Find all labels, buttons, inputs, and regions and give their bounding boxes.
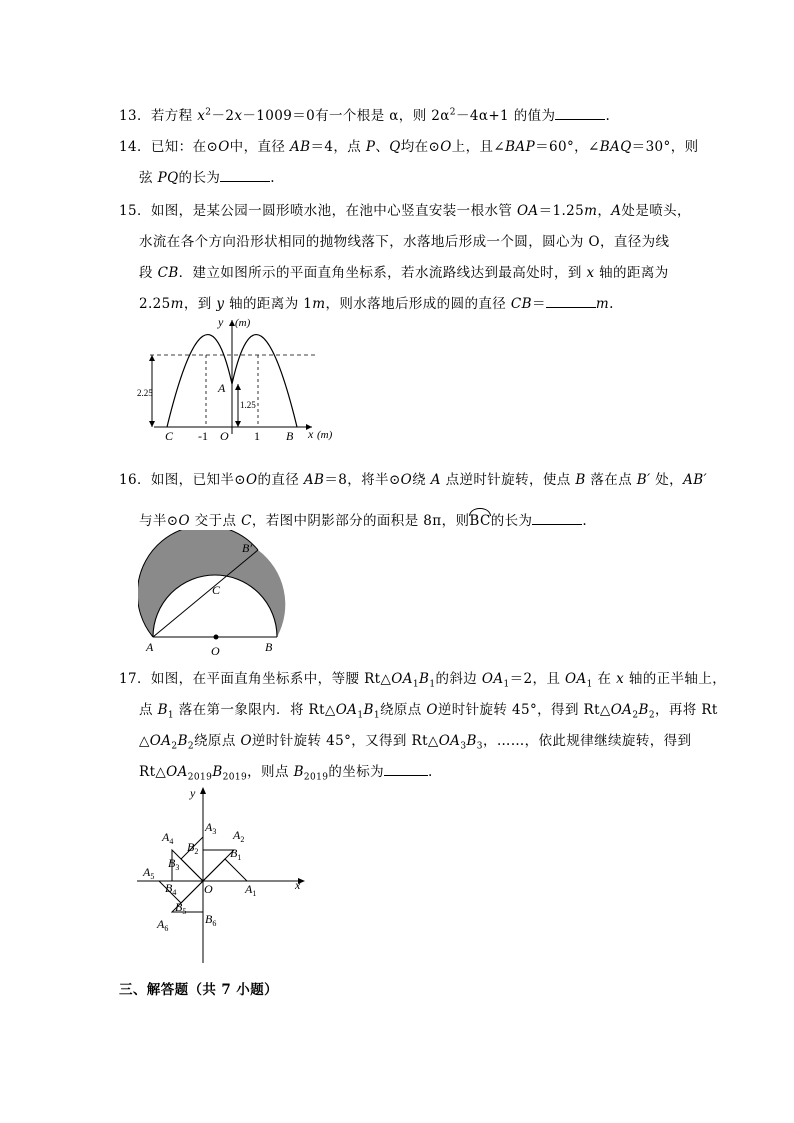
q15-text: ＝1.25: [538, 203, 585, 219]
point-A3-label: $A_3$: [205, 820, 217, 836]
question-15-line3: [139, 261, 669, 281]
tick-1-label: 1: [254, 429, 260, 443]
q13-exp: 2: [449, 107, 456, 118]
point-C-label: C: [212, 583, 221, 597]
q17-var: B: [212, 764, 223, 780]
question-17-line1: [119, 667, 726, 690]
q17-var: OA: [481, 671, 504, 687]
q16-text: ，若图中阴影部分的面积是 8π，则: [251, 513, 470, 529]
q16-var: B: [575, 472, 586, 488]
q17-var: B: [157, 702, 168, 718]
q17-var: B: [293, 764, 304, 780]
q16-var: O: [400, 472, 413, 488]
y-axis-arrow-icon: [200, 787, 206, 794]
q17-var: OA: [438, 733, 461, 749]
y-axis-label: y: [218, 315, 224, 329]
q14-text: .: [270, 170, 275, 186]
q17-var: B: [177, 733, 188, 749]
point-B2-label: $B_2$: [187, 840, 199, 856]
q17-sub: 2019: [222, 772, 248, 783]
point-B6-label: $B_6$: [205, 912, 217, 928]
q14-text: 上，且∠: [451, 139, 506, 155]
q13-var: x: [234, 108, 243, 124]
q14-var: O: [218, 139, 230, 155]
q17-sub: 2: [632, 710, 639, 721]
question-14-line2: [139, 166, 275, 186]
q16-text: 的直径: [257, 472, 304, 488]
q17-text: 落在第一象限内．将 Rt△: [174, 702, 336, 718]
q17-sub: 2: [648, 710, 655, 721]
q16-var: AB′: [683, 472, 708, 488]
arc-mark-icon: [469, 508, 490, 516]
q14-text: 的长为: [178, 170, 221, 186]
q15-text: 2.25: [139, 296, 171, 312]
q17-var: B: [419, 671, 430, 687]
answer-blank: [555, 119, 605, 120]
q14-text: ＝4，点: [310, 139, 366, 155]
q17-sub: 3: [460, 741, 467, 752]
q17-var: OA: [610, 702, 633, 718]
point-A2-label: $A_2$: [233, 828, 245, 844]
q17-text: 在: [592, 671, 617, 687]
q15-text: 段: [139, 265, 158, 281]
question-17-line2: [139, 698, 718, 721]
q17-sub: 1: [357, 710, 364, 721]
answer-blank: [546, 307, 596, 308]
q15-var: m: [170, 296, 184, 312]
q17-sub: 2019: [303, 772, 329, 783]
question-16-line1: [119, 468, 707, 488]
x-axis-unit: (m): [317, 429, 333, 441]
point-B5-label: $B_5$: [175, 900, 187, 916]
q15-var: CB: [510, 296, 532, 312]
q16-var: O: [178, 513, 190, 529]
q15-text: 水流在各个方向沿形状相同的抛物线落下，水落地后形成一个圆，圆心为 O，直径为线: [139, 234, 670, 250]
q17-var: O: [426, 702, 438, 718]
arc-BC: [469, 513, 490, 529]
x-axis-label: x: [308, 427, 314, 441]
question-16-line2: [139, 509, 587, 529]
q16-var: A: [430, 472, 441, 488]
right-parabola: [232, 335, 297, 427]
answer-blank: [220, 181, 270, 182]
q15-text: 15．如图，是某公园一圆形喷水池，在池中心竖直安装一根水管: [119, 203, 517, 219]
y-axis-label: y: [190, 786, 196, 800]
q15-text: 轴的距离为 1: [224, 296, 313, 312]
q16-text: 点逆时针旋转，使点: [440, 472, 576, 488]
q17-sub: 3: [476, 741, 483, 752]
q14-var: BAP: [505, 139, 536, 155]
q17-text: 轴的正半轴上，: [624, 671, 727, 687]
q15-var: A: [611, 203, 622, 219]
q14-var: BAQ: [599, 139, 632, 155]
q17-var: B: [638, 702, 649, 718]
fountain-parabola-figure: [132, 312, 347, 452]
q14-text: ＝30°，则: [631, 139, 699, 155]
q16-text: 落在点: [585, 472, 637, 488]
q16-var: O: [246, 472, 258, 488]
q16-text: .: [582, 513, 588, 529]
q17-sub: 1: [429, 679, 436, 690]
section-3-heading: [119, 978, 278, 998]
q14-text: 、: [375, 139, 390, 155]
q17-text: 的坐标为: [328, 764, 385, 780]
q15-var: m: [584, 203, 598, 219]
q17-var: OA: [166, 764, 188, 780]
arc-label: BC: [469, 513, 491, 529]
q14-var: Q: [389, 139, 401, 155]
point-B4-label: $B_4$: [165, 881, 177, 897]
q17-var: B: [363, 702, 374, 718]
q16-var: AB: [303, 472, 325, 488]
q15-text: 轴的距离为: [594, 265, 669, 281]
q14-text: 中，直径: [229, 139, 290, 155]
q17-text: 绕原点: [194, 733, 241, 749]
q14-text: 14．已知：在⊙: [119, 139, 219, 155]
question-14-line1: [119, 135, 699, 155]
question-17-line4: [139, 760, 433, 783]
q17-sub: 1: [503, 679, 510, 690]
q17-text: 的斜边: [435, 671, 482, 687]
point-A6-label: $A_6$: [157, 917, 169, 933]
q15-text: ＝: [531, 296, 546, 312]
q17-var: OA: [335, 702, 358, 718]
point-C-label: C: [165, 429, 174, 443]
q16-text: 与半⊙: [139, 513, 179, 529]
answer-blank: [532, 524, 582, 525]
q17-text: 绕原点: [379, 702, 427, 718]
q15-text: ．建立如图所示的平面直角坐标系，若水流路线达到最高处时，到: [178, 265, 587, 281]
q13-text: －2: [211, 108, 235, 124]
q17-sub: 1: [373, 710, 380, 721]
section-3-title: 三、解答题（共 7 小题）: [119, 982, 278, 998]
x-axis-label: x: [295, 878, 301, 892]
q17-text: 17．如图，在平面直角坐标系中，等腰 Rt△: [119, 671, 392, 687]
center-O-label: O: [211, 644, 220, 658]
question-17-line3: [139, 729, 691, 752]
rotating-triangles-figure: [135, 783, 315, 965]
question-15-line1: [119, 199, 691, 219]
origin-O-label: O: [204, 882, 213, 896]
q17-var: OA: [391, 671, 413, 687]
answer-blank: [384, 775, 428, 776]
q13-exp: 2: [205, 107, 212, 118]
q17-var: x: [616, 671, 625, 687]
point-A5-label: $A_5$: [143, 865, 155, 881]
question-15-line2: [139, 230, 669, 250]
q17-sub: 2019: [187, 772, 213, 783]
q15-text: ，则水落地后形成的圆的直径: [325, 296, 511, 312]
question-15-line4: [139, 292, 614, 312]
q16-text: 16．如图，已知半⊙: [119, 472, 246, 488]
q17-text: 逆时针旋转 45°，又得到 Rt△: [251, 733, 439, 749]
q17-text: ，……，依此规律继续旋转，得到: [482, 733, 692, 749]
q13-var: x: [197, 108, 206, 124]
tick-neg1-label: -1: [198, 429, 208, 443]
q13-text: －1009＝0有一个根是 α，则 2α: [242, 108, 450, 124]
point-A1-label: $A_1$: [245, 882, 257, 898]
q17-var: B: [466, 733, 477, 749]
point-A-label: A: [218, 381, 226, 395]
q17-sub: 2: [187, 741, 195, 752]
q16-var: C: [241, 513, 252, 529]
q17-text: ，再将 Rt: [654, 702, 718, 718]
q17-text: .: [428, 764, 433, 780]
q14-text: 均在⊙: [400, 139, 441, 155]
point-B3-label: $B_3$: [168, 856, 180, 872]
q16-text: ＝8，将半⊙: [324, 472, 401, 488]
q17-sub: 1: [412, 679, 420, 690]
q15-var: y: [216, 296, 225, 312]
q14-var: P: [365, 139, 376, 155]
point-A4-label: $A_4$: [162, 830, 174, 846]
q17-var: OA: [149, 733, 172, 749]
q17-text: △: [139, 733, 150, 749]
q15-var: CB: [157, 265, 179, 281]
q14-var: O: [440, 139, 452, 155]
q13-text: －4α+1 的值为: [455, 108, 556, 124]
q15-text: 处是喷头，: [621, 203, 691, 219]
q15-text: ，到: [183, 296, 217, 312]
q15-var: x: [586, 265, 595, 281]
q17-var: O: [240, 733, 252, 749]
q14-text: ＝60°，∠: [535, 139, 600, 155]
q14-var: AB: [289, 139, 311, 155]
q15-text: ，: [597, 203, 612, 219]
q15-var: m: [595, 296, 610, 312]
q16-text: 的长为: [490, 513, 533, 529]
q15-var: m: [312, 296, 326, 312]
q13-text: 13．若方程: [119, 108, 198, 124]
q16-text: 交于点: [189, 513, 242, 529]
triangle-OA1B1: [203, 859, 247, 881]
q14-var: PQ: [157, 170, 179, 186]
q16-text: 处，: [650, 472, 684, 488]
q17-sub: 1: [167, 710, 175, 721]
label-2-25: 2.25: [137, 388, 153, 398]
q16-text: 绕: [412, 472, 431, 488]
point-B-prime-label: B′: [242, 541, 252, 555]
q17-text: ，则点: [247, 764, 294, 780]
point-B1-label: $B_1$: [230, 846, 242, 862]
q17-sub: 2: [171, 741, 178, 752]
q17-text: 逆时针旋转 45°，得到 Rt△: [437, 702, 611, 718]
point-A-label: A: [146, 640, 154, 654]
q17-text: 点: [139, 702, 158, 718]
origin-O-label: O: [220, 429, 229, 443]
q15-var: OA: [516, 203, 539, 219]
point-B-label: B: [265, 640, 273, 654]
y-axis-unit: (m): [235, 317, 251, 329]
q17-text: Rt△: [139, 764, 167, 780]
point-B-label: B: [286, 429, 294, 443]
q17-text: ＝2，且: [509, 671, 566, 687]
q14-text: 弦: [139, 170, 158, 186]
q13-text: .: [605, 108, 611, 124]
label-1-25: 1.25: [240, 400, 256, 410]
q17-var: OA: [565, 671, 587, 687]
q17-sub: 1: [586, 679, 593, 690]
question-13: [119, 104, 610, 124]
q16-var: B′: [636, 472, 651, 488]
center-O-dot: [214, 635, 219, 640]
q15-text: .: [609, 296, 614, 312]
rotated-semicircle-figure: [138, 530, 298, 658]
